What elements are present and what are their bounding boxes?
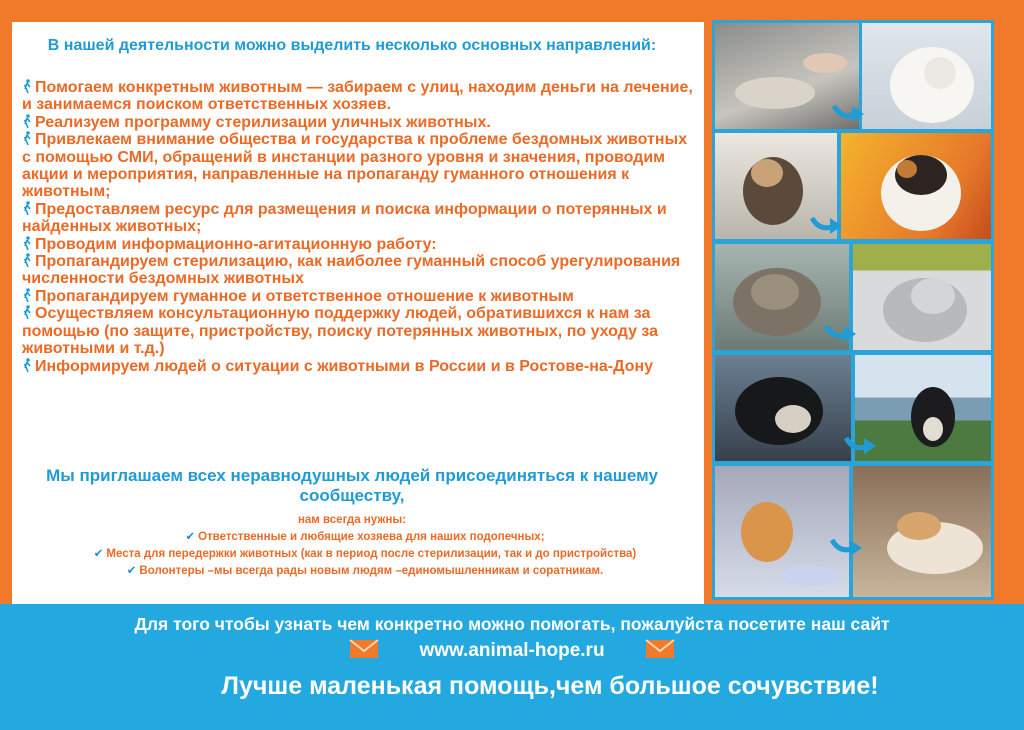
list-item	[22, 253, 698, 288]
needs-list	[30, 529, 700, 580]
list-item-text: Пропагандируем гуманное и ответственное отношение к животным	[35, 287, 574, 305]
bullet-figure-icon	[22, 201, 32, 215]
list-item-text: Проводим информационно-агитационную работу:	[35, 235, 437, 253]
bullet-figure-icon	[22, 288, 32, 302]
list-item-text: Пропагандируем стерилизацию, как наиболее гуманный способ урегулирования численности бездомных животных	[22, 253, 681, 288]
arrow-icon	[844, 434, 878, 456]
calico-persian-after-photo	[841, 133, 991, 239]
envelope-icon	[645, 639, 675, 659]
bullet-figure-icon	[22, 253, 32, 267]
before-after-photo-panel	[712, 20, 994, 600]
black-puppy-before-photo	[715, 355, 851, 461]
bullet-figure-icon	[22, 131, 32, 145]
checkmark-icon: ✔	[185, 531, 196, 543]
needs-item	[30, 563, 700, 580]
invitation-heading: Мы приглашаем всех неравнодушных людей присоединяться к нашему сообществу,	[46, 466, 658, 505]
needs-item-text: Волонтеры –мы всегда рады новым людям –единомышленникам и соратникам.	[139, 565, 604, 577]
left-orange-edge	[0, 0, 12, 610]
list-item-text: Привлекаем внимание общества и государства к проблеме бездомных животных с помощью СМИ, обращений в инстанции разного уровня и значения, проводим акции и мероприятия, направленные на пропаганду гуманного отношения к животным;	[22, 131, 688, 201]
list-item	[22, 236, 698, 253]
list-item-text: Помогаем конкретным животным — забираем с улиц, находим деньги на лечение, и занимаемся поиском ответственных хозяев.	[22, 79, 693, 114]
website-row	[0, 639, 1024, 662]
activity-list	[22, 79, 698, 375]
envelope-icon	[349, 639, 379, 659]
arrow-icon	[810, 214, 844, 236]
grey-persian-after-photo	[853, 244, 991, 350]
call-to-action-text: Для того чтобы узнать чем конкретно можно помогать, пожалуйста посетите наш сайт	[134, 614, 890, 634]
list-item-text: Предоставляем ресурс для размещения и поиска информации о потерянных и найденных животных;	[22, 200, 667, 236]
list-item-text: Осуществляем консультационную поддержку людей, обратившихся к нам за помощью (по защите, пристройству, поиску потерянных животных, по уходу за животными и т.д.)	[22, 305, 659, 358]
needs-item	[30, 529, 700, 546]
website-link[interactable]: www.animal-hope.ru	[419, 640, 605, 661]
list-item	[22, 201, 698, 236]
bullet-figure-icon	[22, 79, 32, 93]
list-item	[22, 305, 698, 357]
checkmark-icon: ✔	[126, 565, 137, 577]
list-item-text: Информируем людей о ситуации с животными в России и в Ростове-на-Дону	[35, 357, 654, 375]
needs-label: нам всегда нужны:	[297, 514, 407, 526]
list-item	[22, 131, 698, 201]
list-item	[22, 79, 698, 114]
bullet-figure-icon	[22, 358, 32, 372]
arrow-icon	[824, 322, 858, 344]
list-item	[22, 114, 698, 131]
list-item	[22, 288, 698, 305]
slogan: Лучше маленькая помощь,чем большое сочувствие!	[221, 672, 879, 700]
list-item	[22, 358, 698, 375]
needs-item	[30, 546, 700, 563]
arrow-icon	[830, 536, 864, 558]
needs-item-text: Места для передержки животных (как в период после стерилизации, так и до пристройства)	[106, 548, 637, 560]
arrow-icon	[832, 102, 866, 124]
ginger-kitten-before-photo	[715, 466, 849, 597]
list-item-text: Реализуем программу стерилизации уличных животных.	[35, 113, 491, 131]
bullet-figure-icon	[22, 114, 32, 128]
intro-heading: В нашей деятельности можно выделить несколько основных направлений:	[47, 37, 657, 54]
needs-item-text: Ответственные и любящие хозяева для наших подопечных;	[198, 531, 545, 543]
ginger-cat-after-photo	[853, 466, 991, 597]
bullet-figure-icon	[22, 236, 32, 250]
checkmark-icon: ✔	[93, 548, 104, 560]
bullet-figure-icon	[22, 305, 32, 319]
white-persian-after-photo	[862, 23, 991, 129]
